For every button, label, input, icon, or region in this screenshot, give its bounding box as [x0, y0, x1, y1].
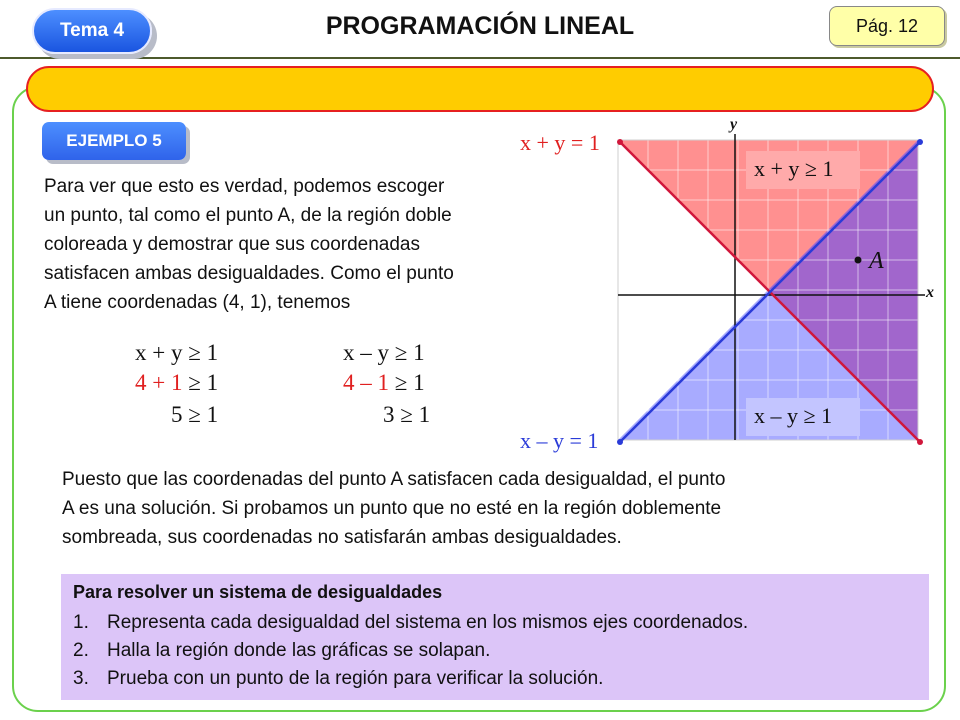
intro-line: Para ver que esto es verdad, podemos escoger [44, 176, 445, 197]
line1-arrow-start [617, 139, 623, 145]
page-title: PROGRAMACIÓN LINEAL [325, 12, 635, 40]
check1-substitution [135, 370, 218, 396]
point-a-marker [855, 257, 862, 264]
line1-label: x + y = 1 [520, 130, 600, 155]
summary-item-number: 1. [73, 612, 89, 633]
summary-item [73, 668, 603, 690]
tema-badge: Tema 4 [32, 8, 152, 54]
region2-label: x – y ≥ 1 [754, 403, 833, 428]
explain-line: Puesto que las coordenadas del punto A satisfacen cada desigualdad, el punto [62, 469, 726, 490]
summary-item [73, 612, 748, 634]
explanation-paragraph [62, 465, 922, 552]
summary-item [73, 640, 490, 662]
point-a-label: A [869, 248, 884, 274]
summary-box [61, 574, 929, 700]
intro-line: coloreada y demostrar que sus coordenadas [44, 234, 421, 255]
intro-line: un punto, tal como el punto A, de la región doble [44, 205, 452, 226]
summary-item-number: 2. [73, 640, 89, 661]
region1-label-box [746, 151, 860, 189]
check1-subst-a: 4 + [135, 370, 171, 395]
check2-substitution [343, 370, 425, 396]
summary-item-text: Halla la región donde las gráficas se solapan. [107, 640, 491, 661]
explain-line: sombreada, sus coordenadas no satisfarán ambas desigualdades. [62, 527, 622, 548]
intro-line: satisfacen ambas desigualdades. Como el punto [44, 263, 454, 284]
check1-result: 5 ≥ 1 [171, 402, 219, 427]
region1-label: x + y ≥ 1 [754, 156, 834, 181]
check1-inequality: x + y ≥ 1 [135, 340, 219, 365]
intro-paragraph [44, 172, 584, 317]
check2-inequality: x – y ≥ 1 [343, 340, 425, 365]
x-axis-label: x [926, 284, 934, 301]
check2-subst-a: 4 – [343, 370, 378, 395]
title-band [26, 66, 934, 112]
summary-item-text: Prueba con un punto de la región para verificar la solución. [107, 668, 604, 689]
line2-arrow-start [617, 439, 623, 445]
region2-label-box [746, 398, 860, 436]
check1-subst-c: ≥ 1 [182, 370, 219, 395]
summary-item-text: Representa cada desigualdad del sistema en los mismos ejes coordenados. [107, 612, 749, 633]
intro-line: A tiene coordenadas (4, 1), tenemos [44, 292, 351, 313]
example-badge: EJEMPLO 5 [42, 122, 186, 160]
page-number-badge: Pág. 12 [829, 6, 945, 46]
check2-result: 3 ≥ 1 [383, 402, 431, 427]
line2-arrow-end [917, 139, 923, 145]
summary-title: Para resolver un sistema de desigualdades [73, 582, 443, 602]
summary-item-number: 3. [73, 668, 89, 689]
line2-label: x – y = 1 [520, 428, 599, 453]
check2-subst-b: 1 [377, 370, 389, 395]
explain-line: A es una solución. Si probamos un punto que no esté en la región doblemente [62, 498, 722, 519]
check2-subst-c: ≥ 1 [389, 370, 425, 395]
check1-subst-b: 1 [170, 370, 183, 395]
y-axis-label: y [730, 116, 738, 133]
line1-arrow-end [917, 439, 923, 445]
